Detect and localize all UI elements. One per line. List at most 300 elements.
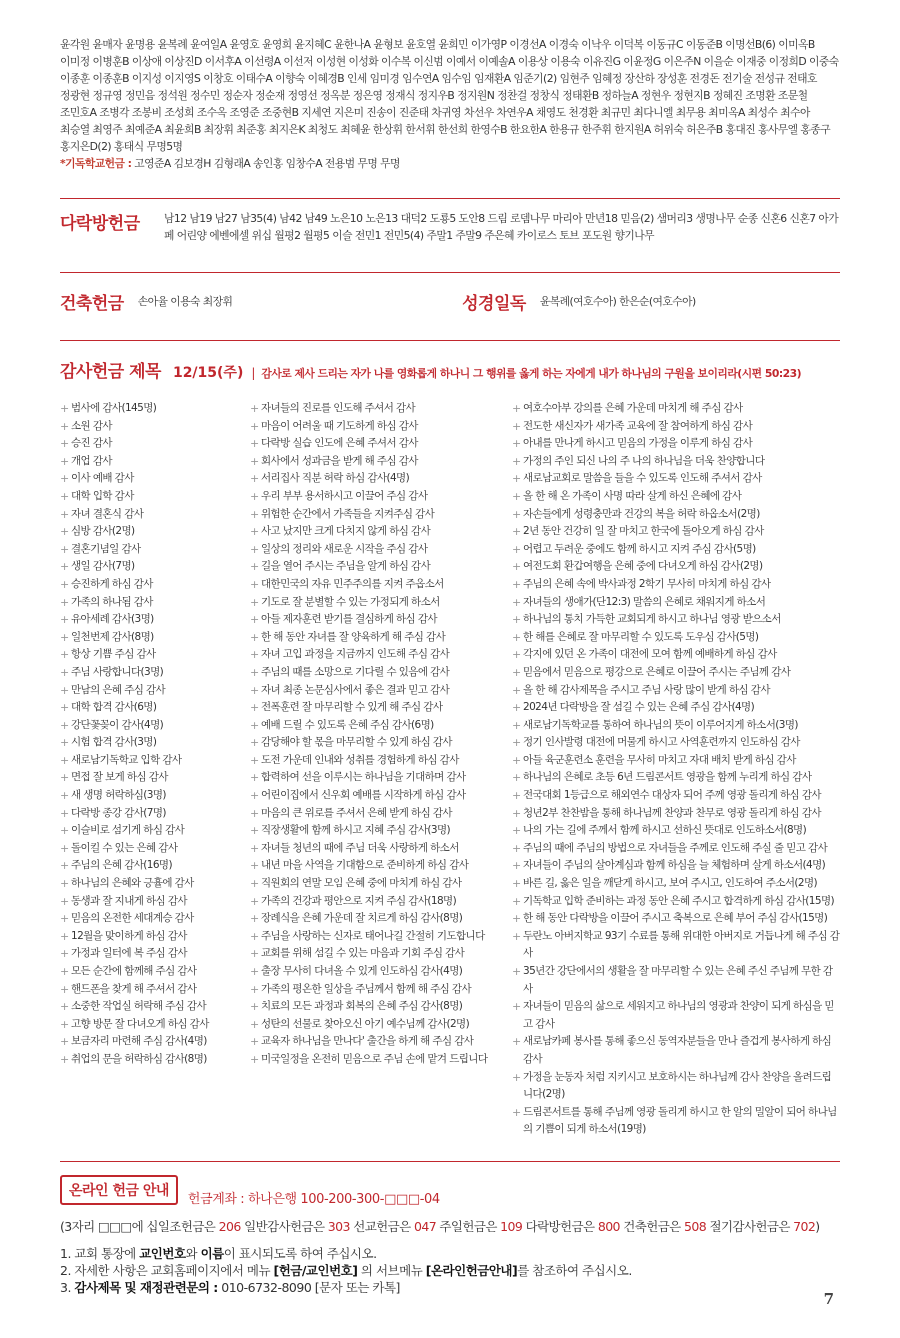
- note-text: 의 서브메뉴: [357, 1262, 426, 1278]
- thanks-item: [60, 523, 250, 541]
- building-title: 건축헌금: [60, 294, 124, 314]
- plus-icon: +: [250, 1000, 259, 1014]
- thanks-column-1: [60, 400, 250, 1139]
- plus-icon: +: [250, 824, 259, 838]
- offering-codes: [60, 1217, 840, 1235]
- thanks-item-text: 결혼기념일 감사: [71, 542, 141, 555]
- thanks-item-text: 이사 예배 감사: [71, 472, 134, 485]
- thanks-column-3: [512, 400, 840, 1139]
- code-value: 206: [218, 1218, 241, 1234]
- thanks-item-text: 자녀들 청년의 때에 주님 더욱 사랑하게 하소서: [261, 841, 459, 854]
- thanks-item: [250, 682, 512, 700]
- note-bold: [헌금/교인번호]: [273, 1262, 358, 1278]
- thanks-item: [250, 734, 512, 752]
- separator: |: [251, 366, 256, 380]
- code-label: 절기감사헌금은: [706, 1218, 794, 1234]
- thanks-item: [60, 699, 250, 717]
- thanks-item-text: 한 해 동안 자녀를 잘 양육하게 해 주심 감사: [261, 630, 446, 643]
- thanks-item-text: 대학 입학 감사: [71, 489, 134, 502]
- thanks-item-text: 주님의 때에 주님의 방법으로 자녀들을 주께로 인도해 주실 줄 믿고 감사: [523, 841, 828, 854]
- plus-icon: +: [250, 1017, 259, 1031]
- thanks-item: [250, 875, 512, 893]
- plus-icon: +: [512, 806, 521, 820]
- plus-icon: +: [250, 577, 259, 591]
- plus-icon: +: [512, 1070, 521, 1084]
- donor-names-text: 윤각원 윤매자 윤명용 윤복례 윤여일A 윤영호 윤영희 윤지혜C 윤한나A 윤형보 윤호열 윤희민 이가영P 이경선A 이경숙 이낙우 이덕복 이동규C 이동준B 이명선B(6) 이미옥B 이미정 이병훈B 이상애 이상진D 이서후A 이선령A 이선저 이성현 이성화 이수복 이신범 이예서 이예솔A 이용상 이용숙 이유진G 이윤정G 이은주N 이을순 이재중 이정희D 이중숙 이종훈 이종훈B 이지성 이지영S 이창호 이태수A 이향숙 이혜경B 인세 임미경 임수연A 임수임 임재환A 임준기(2) 임현주 임혜정 장산하 장성훈 전경돈 전기술 전성규 전태호 정광현 정규영 정민음 정석원 정수민 정순자 정순재 정영선 정옥분 정은영 정재식 정지우B 정지원N 정찬걸 정창식 정태환B 정하늘A 정현우 정현지B 정혜진 조명환 조문철 조민호A 조병각 조봉비 조성희 조수옥 조영준 조중현B 지세연 지은미 진송이 진준태 차귀영 차선우 차연우A 채영도 천경환 최규민 최다니엘 최무용 최미옥A 최성수 최수아 최승열 최영주 최예준A 최윤희B 최장휘 최준홍 최지은K 최청도 최혜윤 한상휘 한서휘 한선희 한영수B 한요한A 한용규 한주휘 한지원A 허위숙 허은주B 홍대진 홍사무엘 홍종구 홍지은D(2) 홍태식 무명5명: [60, 38, 839, 153]
- school-offering-label: *기독학교헌금 :: [60, 157, 132, 170]
- plus-icon: +: [512, 665, 521, 679]
- thanks-item: [250, 787, 512, 805]
- plus-icon: +: [60, 947, 69, 961]
- thanks-item: [512, 769, 840, 787]
- code-value: 702: [793, 1218, 816, 1234]
- plus-icon: +: [512, 753, 521, 767]
- thanks-item: [60, 400, 250, 418]
- plus-icon: +: [60, 630, 69, 644]
- thanks-verse: 감사로 제사 드리는 자가 나를 영화롭게 하나니 그 행위를 옳게 하는 자에게 내가 하나님의 구원을 보이리라(시편 50:23): [261, 367, 802, 380]
- thanks-item: [512, 453, 840, 471]
- thanks-item: [250, 435, 512, 453]
- thanks-item: [512, 576, 840, 594]
- plus-icon: +: [60, 912, 69, 926]
- code-label: 선교헌금은: [349, 1218, 414, 1234]
- thanks-item-text: 마음의 큰 위로를 주셔서 은혜 받게 하심 감사: [261, 806, 452, 819]
- thanks-item-text: 각지에 있던 온 가족이 대전에 모여 함께 예배하게 하심 감사: [523, 648, 777, 661]
- plus-icon: +: [250, 841, 259, 855]
- thanks-item: [60, 981, 250, 999]
- thanks-item-text: 출장 무사히 다녀올 수 있게 인도하심 감사(4명): [261, 965, 463, 977]
- thanks-columns: [60, 400, 840, 1139]
- thanks-item-text: 보금자리 마련해 주심 감사(4명): [71, 1035, 207, 1048]
- thanks-item: [250, 945, 512, 963]
- plus-icon: +: [60, 525, 69, 539]
- thanks-item: [512, 488, 840, 506]
- plus-icon: +: [512, 613, 521, 627]
- plus-icon: +: [512, 560, 521, 574]
- thanks-item-text: 개업 감사: [71, 454, 112, 467]
- thanks-item: [60, 963, 250, 981]
- thanks-item-text: 전국대회 1등급으로 해외연수 대상자 되어 주께 영광 돌리게 하심 감사: [523, 789, 821, 802]
- note-text: 와: [185, 1245, 201, 1261]
- thanks-item-text: 직장생활에 함께 하시고 지혜 주심 감사(3명): [261, 824, 450, 837]
- plus-icon: +: [250, 630, 259, 644]
- thanks-item: [250, 717, 512, 735]
- thanks-item-text: 사고 났지만 크게 다치지 않게 하심 감사: [261, 525, 431, 538]
- thanks-item: [250, 910, 512, 928]
- thanks-item-text: 하나님의 통치 가득한 교회되게 하시고 하나님 영광 받으소서: [523, 613, 781, 626]
- thanks-item: [512, 629, 840, 647]
- thanks-item: [60, 769, 250, 787]
- thanks-item: [60, 682, 250, 700]
- thanks-item-text: 어린이집에서 신우회 예배를 시작하게 하심 감사: [261, 789, 466, 802]
- thanks-item: [512, 611, 840, 629]
- thanks-item: [60, 558, 250, 576]
- bible-names: 윤복례(여호수아) 한은순(여호수아): [539, 295, 696, 308]
- thanks-item-text: 만남의 은혜 주심 감사: [71, 683, 166, 696]
- thanks-item: [250, 699, 512, 717]
- thanks-item: [60, 629, 250, 647]
- darak-title: 다락방헌금: [60, 214, 140, 234]
- plus-icon: +: [60, 507, 69, 521]
- thanks-item-text: 자녀들이 주님의 살아계심과 함께 하심을 늘 체험하며 살게 하소서(4명): [523, 859, 826, 872]
- thanks-item: [512, 1069, 840, 1104]
- plus-icon: +: [250, 736, 259, 750]
- note-text: 이 표시되도록 하여 주십시오.: [223, 1245, 377, 1261]
- plus-icon: +: [60, 560, 69, 574]
- thanks-item-text: 치료의 모든 과정과 회복의 은혜 주심 감사(8명): [261, 1000, 463, 1013]
- plus-icon: +: [60, 824, 69, 838]
- thanks-item: [60, 488, 250, 506]
- plus-icon: +: [250, 806, 259, 820]
- thanks-item: [250, 576, 512, 594]
- thanks-item-text: 한 해 동안 다락방을 이끌어 주시고 축복으로 은혜 부어 주심 감사(15명): [523, 912, 828, 925]
- plus-icon: +: [512, 859, 521, 873]
- thanks-item-text: 가족의 평온한 일상을 주님께서 함께 해 주심 감사: [261, 982, 472, 995]
- plus-icon: +: [250, 595, 259, 609]
- plus-icon: +: [512, 877, 521, 891]
- plus-icon: +: [60, 402, 69, 415]
- divider: [60, 340, 840, 341]
- online-header: [60, 1174, 840, 1207]
- thanks-item: [512, 963, 840, 998]
- thanks-item: [250, 893, 512, 911]
- thanks-item-text: 나의 가는 길에 주께서 함께 하시고 선하신 뜻대로 인도하소서(8명): [523, 824, 807, 837]
- plus-icon: +: [512, 525, 521, 539]
- code-label: 주일헌금은: [436, 1218, 501, 1234]
- thanks-item: [512, 928, 840, 963]
- plus-icon: +: [250, 507, 259, 521]
- thanks-item: [250, 857, 512, 875]
- thanks-item-text: 위험한 순간에서 가족들을 지켜주심 감사: [261, 507, 435, 520]
- thanks-item-text: 면접 잘 보게 하심 감사: [71, 771, 168, 784]
- thanks-item: [60, 576, 250, 594]
- thanks-item-text: 자녀 최종 논문심사에서 좋은 결과 믿고 감사: [261, 683, 450, 696]
- plus-icon: +: [60, 877, 69, 891]
- thanks-item-text: 합력하여 선을 이루시는 하나님을 기대하며 감사: [261, 771, 466, 784]
- thanks-column-2: [250, 400, 512, 1139]
- note-3: [60, 1279, 840, 1296]
- note-text: 3.: [60, 1279, 75, 1295]
- plus-icon: +: [512, 683, 521, 697]
- plus-icon: +: [60, 982, 69, 996]
- thanks-item: [60, 541, 250, 559]
- thanks-item-text: 감당해야 할 몫을 마무리할 수 있게 하심 감사: [261, 736, 452, 749]
- plus-icon: +: [250, 454, 259, 468]
- plus-icon: +: [250, 771, 259, 785]
- plus-icon: +: [512, 718, 521, 732]
- plus-icon: +: [60, 701, 69, 715]
- thanks-item-text: 모든 순간에 함께해 주심 감사: [71, 965, 197, 977]
- thanks-item: [512, 506, 840, 524]
- thanks-item: [512, 418, 840, 436]
- plus-icon: +: [60, 683, 69, 697]
- account-info: 헌금계좌 : 하나은행 100-200-300-□□□-04: [187, 1191, 440, 1207]
- note-bold: 이름: [200, 1245, 224, 1261]
- code-value: 508: [684, 1218, 707, 1234]
- thanks-item: [250, 1051, 512, 1069]
- thanks-item-text: 주님의 은혜 감사(16명): [71, 859, 172, 872]
- thanks-item: [512, 400, 840, 418]
- thanks-item-text: 주님의 때를 소망으로 기다릴 수 있음에 감사: [261, 665, 450, 678]
- divider: [60, 1161, 840, 1162]
- thanks-item: [60, 822, 250, 840]
- thanks-item-text: 가정을 눈동자 처럼 지키시고 보호하시는 하나님께 감사 찬양을 올려드립니다(2명): [523, 1070, 832, 1101]
- plus-icon: +: [250, 965, 259, 978]
- thanks-item-text: 두란노 아버지학교 93기 수료를 통해 위대한 아버지로 거듭나게 해 주심 감사: [523, 929, 840, 960]
- thanks-item: [60, 875, 250, 893]
- thanks-item: [60, 1033, 250, 1051]
- note-text: 1. 교회 통장에: [60, 1245, 140, 1261]
- thanks-item: [250, 840, 512, 858]
- plus-icon: +: [60, 859, 69, 873]
- thanks-item: [512, 470, 840, 488]
- code-label: 건축헌금은: [619, 1218, 685, 1234]
- thanks-item: [250, 981, 512, 999]
- thanks-item-text: 범사에 감사(145명): [71, 402, 157, 414]
- thanks-item-text: 아들 제자훈련 받기를 결심하게 하심 감사: [261, 613, 437, 626]
- thanks-item: [512, 1104, 840, 1139]
- plus-icon: +: [512, 824, 521, 838]
- thanks-item: [60, 893, 250, 911]
- thanks-item-text: 회사에서 성과금을 받게 해 주심 감사: [261, 454, 418, 467]
- thanks-item: [60, 664, 250, 682]
- plus-icon: +: [512, 929, 521, 943]
- thanks-item-text: 청년2부 찬찬밤을 통해 하나님께 찬양과 찬무로 영광 돌리게 하심 감사: [523, 806, 821, 819]
- thanks-item-text: 길을 열어 주시는 주님을 알게 하심 감사: [261, 560, 431, 573]
- thanks-item-text: 새 생명 허락하심(3명): [71, 789, 166, 802]
- thanks-item-text: 자녀 결혼식 감사: [71, 507, 144, 520]
- plus-icon: +: [512, 894, 521, 908]
- thanks-item: [60, 506, 250, 524]
- thanks-item-text: 장례식을 은혜 가운데 잘 치르게 하심 감사(8명): [261, 912, 463, 925]
- thanks-item: [512, 857, 840, 875]
- thanks-item: [60, 418, 250, 436]
- plus-icon: +: [512, 595, 521, 609]
- thanks-item-text: 가족의 건강과 평안으로 지켜 주심 감사(18명): [261, 894, 457, 907]
- plus-icon: +: [512, 912, 521, 926]
- thanks-item-text: 미국일정을 온전히 믿음으로 주님 손에 맡겨 드립니다: [261, 1052, 488, 1065]
- building-names: 손아율 이용숙 최장휘: [137, 295, 233, 308]
- thanks-item-text: 유아세례 감사(3명): [71, 613, 154, 626]
- thanks-item-text: 성탄의 선물로 찾아오신 아기 예수님께 감사(2명): [261, 1017, 470, 1030]
- code-value: 800: [597, 1218, 620, 1234]
- thanks-item: [512, 717, 840, 735]
- plus-icon: +: [512, 965, 521, 978]
- thanks-item-text: 강단꽃꽂이 감사(4명): [71, 718, 164, 731]
- thanks-item-text: 아들 육군훈련소 훈련을 무사히 마치고 자대 배치 받게 하심 감사: [523, 753, 796, 766]
- plus-icon: +: [60, 841, 69, 855]
- thanks-item-text: 생일 감사(7명): [71, 560, 135, 573]
- plus-icon: +: [250, 472, 259, 486]
- thanks-item: [512, 840, 840, 858]
- plus-icon: +: [250, 665, 259, 679]
- donor-names: [60, 36, 840, 172]
- thanks-item: [250, 646, 512, 664]
- plus-icon: +: [512, 789, 521, 803]
- thanks-item-text: 아내를 만나게 하시고 믿음의 가정을 이루게 하심 감사: [523, 437, 753, 450]
- plus-icon: +: [250, 419, 259, 433]
- thanks-item: [512, 752, 840, 770]
- plus-icon: +: [512, 507, 521, 521]
- notes: [60, 1245, 840, 1296]
- thanks-item: [512, 893, 840, 911]
- thanks-item-text: 자손들에게 성령충만과 건강의 복을 허락 하옵소서(2명): [523, 507, 760, 520]
- thanks-item-text: 가정의 주인 되신 나의 주 나의 하나님을 더욱 찬양합니다: [523, 454, 765, 467]
- plus-icon: +: [250, 929, 259, 943]
- thanks-item: [250, 470, 512, 488]
- plus-icon: +: [512, 419, 521, 433]
- thanks-item: [512, 1033, 840, 1068]
- thanks-item-text: 자녀들의 생애가(단12:3) 말씀의 은혜로 채워지게 하소서: [523, 595, 766, 608]
- code-label: 다락방헌금은: [522, 1218, 598, 1234]
- thanks-item: [250, 822, 512, 840]
- thanks-item-text: 2년 동안 건강히 일 잘 마치고 한국에 돌아오게 하심 감사: [523, 525, 764, 538]
- thanks-item: [512, 734, 840, 752]
- thanks-item: [250, 928, 512, 946]
- thanks-item-text: 취업의 문을 허락하심 감사(8명): [71, 1052, 207, 1065]
- thanks-item: [60, 611, 250, 629]
- thanks-item: [60, 1016, 250, 1034]
- thanks-item: [250, 752, 512, 770]
- plus-icon: +: [512, 489, 521, 503]
- thanks-item-text: 새로남교회로 말씀을 들을 수 있도록 인도해 주셔서 감사: [523, 472, 762, 485]
- thanks-item: [250, 506, 512, 524]
- thanks-item: [60, 594, 250, 612]
- thanks-item-text: 바른 길, 옳은 일을 깨닫게 하시고, 보여 주시고, 인도하여 주소서(2명): [523, 877, 818, 890]
- thanks-item-text: 동생과 잘 지내게 하심 감사: [71, 894, 187, 907]
- thanks-item-text: 승진 감사: [71, 437, 112, 450]
- thanks-item-text: 믿음에서 믿음으로 평강으로 은혜로 이끌어 주시는 주님께 감사: [523, 665, 791, 678]
- thanks-item: [512, 523, 840, 541]
- plus-icon: +: [250, 877, 259, 891]
- thanks-item: [250, 594, 512, 612]
- thanks-item: [512, 787, 840, 805]
- plus-icon: +: [250, 542, 259, 556]
- thanks-item-text: 하나님의 은혜와 긍휼에 감사: [71, 877, 194, 890]
- thanks-item: [512, 646, 840, 664]
- school-offering-names: 고영준A 김보경H 김형래A 송인홍 임창수A 전용범 무명 무명: [134, 157, 400, 170]
- thanks-item: [512, 664, 840, 682]
- plus-icon: +: [250, 437, 259, 451]
- thanks-item-text: 내년 마을 사역을 기대함으로 준비하게 하심 감사: [261, 859, 469, 872]
- thanks-item-text: 전폭훈련 잘 마무리할 수 있게 해 주심 감사: [261, 701, 443, 714]
- thanks-item-text: 주님을 사랑하는 신자로 태어나길 간절히 기도합니다: [261, 929, 485, 942]
- plus-icon: +: [512, 771, 521, 785]
- thanks-item-text: 자녀들의 진로를 인도해 주셔서 감사: [261, 402, 416, 414]
- plus-icon: +: [250, 894, 259, 908]
- thanks-item-text: 고향 방문 잘 다녀오게 하심 감사: [71, 1017, 209, 1030]
- thanks-item: [250, 558, 512, 576]
- page-number: 7: [823, 1290, 834, 1308]
- plus-icon: +: [250, 489, 259, 503]
- online-offering-section: [60, 1174, 840, 1296]
- thanks-item: [60, 646, 250, 664]
- plus-icon: +: [60, 806, 69, 820]
- thanks-item: [512, 875, 840, 893]
- plus-icon: +: [60, 929, 69, 943]
- plus-icon: +: [250, 753, 259, 767]
- thanks-item: [60, 752, 250, 770]
- thanks-item-text: 하나님의 은혜로 초등 6년 드림콘서트 영광을 함께 누리게 하심 감사: [523, 771, 812, 784]
- thanks-item-text: 돌이킬 수 있는 은혜 감사: [71, 841, 178, 854]
- plus-icon: +: [512, 1035, 521, 1049]
- codes-suffix: ): [815, 1218, 820, 1234]
- plus-icon: +: [60, 437, 69, 451]
- thanks-item: [512, 699, 840, 717]
- thanks-item-text: 심방 감사(2명): [71, 525, 135, 538]
- plus-icon: +: [60, 613, 69, 627]
- thanks-item-text: 시험 합격 감사(3명): [71, 736, 157, 749]
- note-text: 010-6732-8090 [문자 또는 카톡]: [217, 1279, 400, 1295]
- thanks-item: [512, 435, 840, 453]
- thanks-item: [512, 558, 840, 576]
- plus-icon: +: [60, 736, 69, 750]
- plus-icon: +: [60, 454, 69, 468]
- codes-list: [219, 1219, 816, 1234]
- thanks-item-text: 이슬비로 섬기게 하심 감사: [71, 824, 185, 837]
- plus-icon: +: [512, 437, 521, 451]
- plus-icon: +: [60, 595, 69, 609]
- thanks-item-text: 새로남기독학교 입학 감사: [71, 753, 182, 766]
- thanks-item-text: 승진하게 하심 감사: [71, 577, 153, 590]
- thanks-item: [250, 488, 512, 506]
- thanks-item-text: 다락방 종강 감사(7명): [71, 806, 166, 819]
- thanks-item-text: 교육자 하나님을 만나다' 출간을 하게 해 주심 감사: [261, 1035, 474, 1048]
- plus-icon: +: [250, 525, 259, 539]
- note-text: 를 참조하여 주십시오.: [517, 1262, 632, 1278]
- plus-icon: +: [250, 718, 259, 732]
- thanks-date: 12/15(주): [172, 365, 244, 381]
- plus-icon: +: [512, 630, 521, 644]
- thanks-item: [250, 453, 512, 471]
- darak-section: [60, 209, 840, 244]
- thanks-header: [60, 357, 840, 382]
- thanks-item: [60, 910, 250, 928]
- plus-icon: +: [250, 947, 259, 961]
- plus-icon: +: [512, 1105, 521, 1119]
- thanks-item-text: 12월을 맞이하게 하심 감사: [71, 929, 187, 942]
- online-badge: 온라인 헌금 안내: [60, 1175, 178, 1205]
- thanks-item-text: 가정과 일터에 복 주심 감사: [71, 947, 187, 960]
- thanks-item: [512, 822, 840, 840]
- thanks-item: [60, 470, 250, 488]
- plus-icon: +: [60, 771, 69, 785]
- plus-icon: +: [60, 489, 69, 503]
- plus-icon: +: [250, 789, 259, 803]
- plus-icon: +: [512, 542, 521, 556]
- thanks-item-text: 주님의 은혜 속에 박사과정 2학기 무사히 마치게 하심 감사: [523, 577, 771, 590]
- thanks-item: [60, 435, 250, 453]
- thanks-item: [250, 629, 512, 647]
- thanks-item: [512, 910, 840, 928]
- thanks-item: [250, 664, 512, 682]
- thanks-item-text: 다락방 실습 인도에 은혜 주셔서 감사: [261, 437, 418, 450]
- thanks-item-text: 주님 사랑합니다(3명): [71, 665, 164, 678]
- thanks-item: [60, 945, 250, 963]
- plus-icon: +: [512, 472, 521, 486]
- thanks-item: [250, 523, 512, 541]
- note-bold: 감사제목 및 재정관련문의 :: [74, 1279, 218, 1295]
- thanks-item-text: 35년간 강단에서의 생활을 잘 마무리할 수 있는 은혜 주신 주님께 무한 감사: [523, 965, 833, 995]
- plus-icon: +: [250, 683, 259, 697]
- plus-icon: +: [250, 613, 259, 627]
- plus-icon: +: [512, 701, 521, 715]
- code-label: 일반감사헌금은: [240, 1218, 328, 1234]
- plus-icon: +: [250, 1035, 259, 1049]
- thanks-item-text: 새로남카페 봉사를 통해 좋으신 동역자분들을 만나 즐겁게 봉사하게 하심 감사: [523, 1035, 832, 1065]
- plus-icon: +: [512, 736, 521, 750]
- thanks-item-text: 여전도회 환갑여행을 은혜 중에 다녀오게 하심 감사(2명): [523, 560, 763, 573]
